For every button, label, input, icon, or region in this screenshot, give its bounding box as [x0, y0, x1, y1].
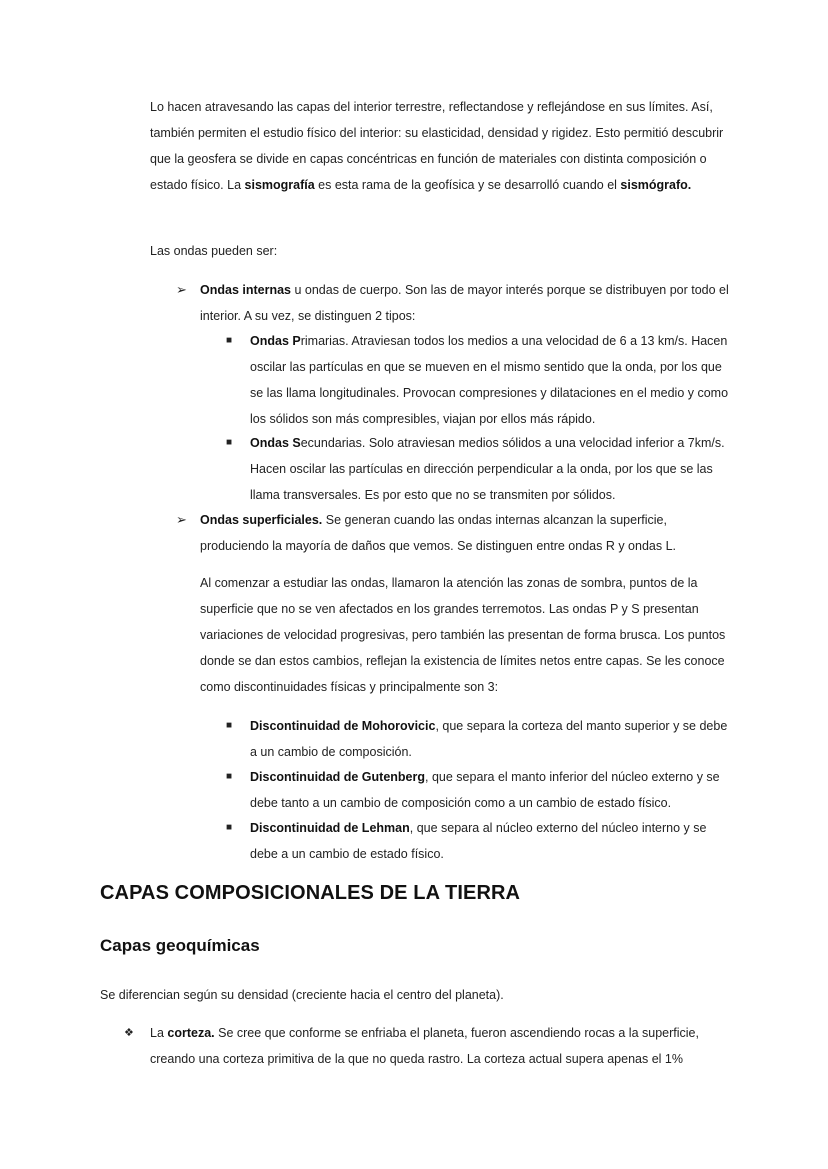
- term-sismografo: sismógrafo.: [620, 178, 692, 192]
- term-ondas-p: Ondas P: [250, 334, 301, 348]
- heading-capas-geoquimicas: Capas geoquímicas: [100, 936, 260, 955]
- list-item-corteza: ❖ La corteza. Se cree que conforme se enfriaba el planeta, fueron ascendiendo rocas a la superficie, creando una corteza primitiva de la que no queda rastro. La corteza actual supera apenas el 1%: [124, 1020, 734, 1072]
- list-item-ondas-internas: ➢ Ondas internas u ondas de cuerpo. Son las de mayor interés porque se distribuyen por todo el interior. A su vez, se distinguen 2 tipos:: [176, 277, 731, 329]
- paragraph-densidad: Se diferencian según su densidad (creciente hacia el centro del planeta).: [100, 988, 504, 1002]
- term-corteza: corteza.: [167, 1026, 215, 1040]
- arrow-bullet-icon: ➢: [176, 512, 187, 527]
- list-item-ondas-secundarias: ■ Ondas Secundarias. Solo atraviesan medios sólidos a una velocidad inferior a 7km/s. Hacen oscilar las partículas en dirección perpendicular a la onda, por los que se las llama transversales. Es por esto que no se transmiten por sólidos.: [226, 430, 731, 508]
- paragraph-ondas-intro: Las ondas pueden ser:: [150, 244, 278, 258]
- paragraph-seismic-study: Lo hacen atravesando las capas del interior terrestre, reflectandose y reflejándose en sus límites. Así, también permiten el estudio físico del interior: su elasticidad, densidad y rigidez. Esto permitió descubrir que la geosfera se divide en capas concéntricas en función de materiales con distinta composición o estado físico. La sismografía es esta rama de la geofísica y se desarrolló cuando el sismógrafo.: [150, 100, 724, 192]
- list-item-ondas-superficiales: ➢ Ondas superficiales. Se generan cuando las ondas internas alcanzan la superficie, produciendo la mayoría de daños que vemos. Se distinguen entre ondas R y ondas L.: [176, 507, 731, 559]
- square-bullet-icon: ■: [226, 822, 233, 833]
- square-bullet-icon: ■: [226, 771, 233, 782]
- list-item-mohorovicic: ■ Discontinuidad de Mohorovicic, que separa la corteza del manto superior y se debe a un cambio de composición.: [226, 713, 731, 765]
- term-sismografia: sismografía: [244, 178, 315, 192]
- term-ondas-internas: Ondas internas: [200, 283, 291, 297]
- list-item-lehman: ■ Discontinuidad de Lehman, que separa al núcleo externo del núcleo interno y se debe a un cambio de estado físico.: [226, 815, 731, 867]
- heading-capas-composicionales: CAPAS COMPOSICIONALES DE LA TIERRA: [100, 882, 521, 904]
- square-bullet-icon: ■: [226, 335, 233, 346]
- list-item-gutenberg: ■ Discontinuidad de Gutenberg, que separa el manto inferior del núcleo externo y se debe tanto a un cambio de composición como a un cambio de estado físico.: [226, 764, 731, 816]
- diamond-bullet-icon: ❖: [124, 1027, 134, 1039]
- term-ondas-s: Ondas S: [250, 436, 301, 450]
- paragraph-zonas-sombra: Al comenzar a estudiar las ondas, llamaron la atención las zonas de sombra, puntos de la superficie que no se ven afectados en los grandes terremotos. Las ondas P y S presentan variaciones de velocidad progresivas, pero también las presentan de forma brusca. Los puntos donde se dan estos cambios, reflejan la existencia de límites netos entre capas. Se les conoce como discontinuidades físicas y principalmente son 3:: [200, 576, 726, 694]
- arrow-bullet-icon: ➢: [176, 282, 187, 297]
- square-bullet-icon: ■: [226, 437, 233, 448]
- square-bullet-icon: ■: [226, 720, 233, 731]
- term-mohorovicic: Discontinuidad de Mohorovicic: [250, 719, 436, 733]
- list-item-ondas-primarias: ■ Ondas Primarias. Atraviesan todos los medios a una velocidad de 6 a 13 km/s. Hacen oscilar las partículas en que se mueven en el mismo sentido que la onda, por los que se las llama longitudinales. Provocan compresiones y dilataciones en el medio y como los sólidos son más compresibles, viajan por ellos más rápido.: [226, 328, 731, 432]
- term-ondas-superficiales: Ondas superficiales.: [200, 513, 323, 527]
- term-gutenberg: Discontinuidad de Gutenberg: [250, 770, 426, 784]
- term-lehman: Discontinuidad de Lehman: [250, 821, 410, 835]
